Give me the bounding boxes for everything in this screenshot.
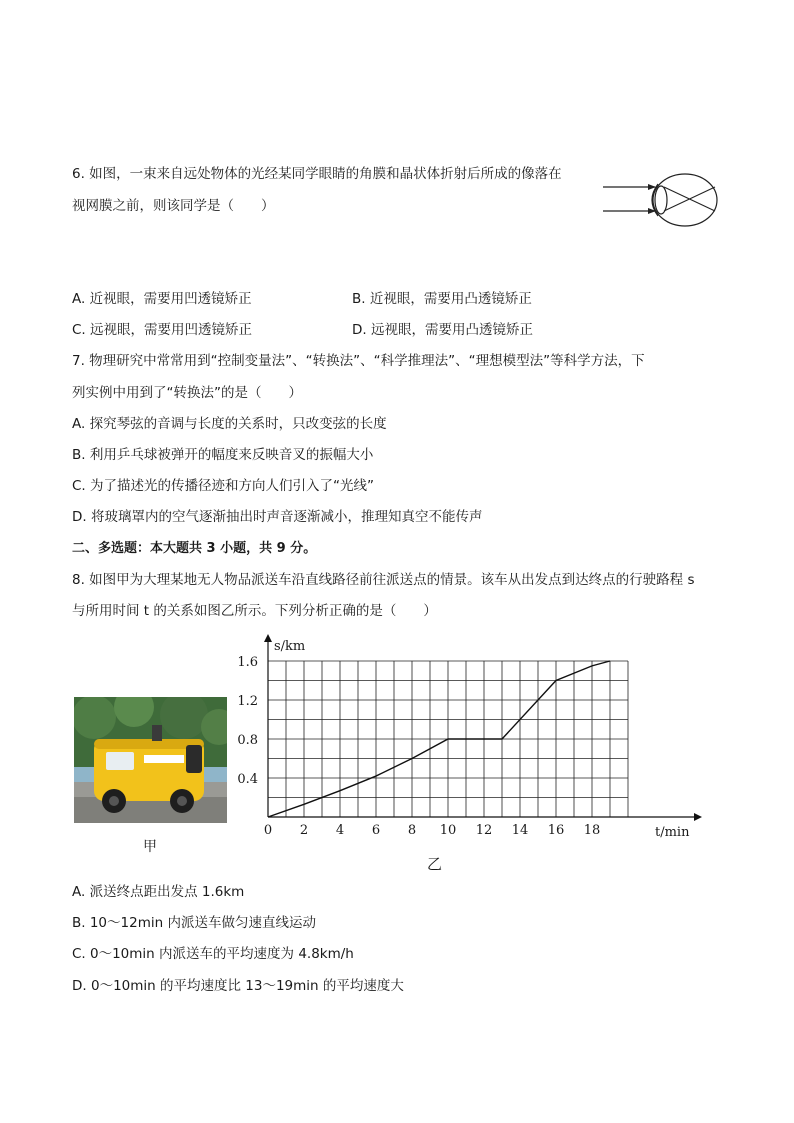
graph-tick-labels [237, 655, 600, 838]
q6-option-d[interactable]: D. 远视眼，需要用凸透镜矫正 [352, 322, 533, 338]
q7-option-d[interactable]: D. 将玻璃罩内的空气逐渐抽出时声音逐渐减小，推理知真空不能传声 [72, 509, 483, 525]
q6-option-b[interactable]: B. 近视眼，需要用凸透镜矫正 [352, 291, 532, 307]
x-tick-label: 8 [407, 823, 417, 838]
q7-option-a[interactable]: A. 探究琴弦的音调与长度的关系时，只改变弦的长度 [72, 416, 387, 432]
q7-option-b[interactable]: B. 利用乒乓球被弹开的幅度来反映音叉的振幅大小 [72, 447, 374, 463]
y-tick-label: 0.8 [237, 733, 258, 748]
delivery-vehicle-photo [74, 697, 227, 823]
lens [655, 186, 667, 214]
x-tick-label: 0 [263, 823, 273, 838]
q7-stem-line1: 7. 物理研究中常常用到“控制变量法”、“转换法”、“科学推理法”、“理想模型法”等科学方法，下 [72, 353, 645, 369]
q7-option-c[interactable]: C. 为了描述光的传播径迹和方向人们引入了“光线” [72, 478, 374, 494]
y-axis-label: s/km [274, 639, 306, 654]
x-tick-label: 6 [371, 823, 381, 838]
q8-stem-line1: 8. 如图甲为大理某地无人物品派送车沿直线路径前往派送点的情景。该车从出发点到达终点的行驶路程 s [72, 572, 695, 588]
photo-caption: 甲 [143, 839, 157, 855]
y-tick-label: 1.6 [237, 655, 258, 670]
x-tick-label: 2 [299, 823, 309, 838]
y-tick-label: 1.2 [237, 694, 258, 709]
x-tick-label: 12 [475, 823, 493, 838]
x-tick-label: 16 [547, 823, 565, 838]
q6-stem-line2: 视网膜之前，则该同学是（ ） [72, 198, 275, 214]
y-tick-label: 0.4 [237, 772, 258, 787]
x-axis-arrow [694, 813, 702, 821]
y-axis-arrow [264, 634, 272, 642]
eyeball-outline [653, 174, 717, 226]
x-tick-label: 10 [439, 823, 457, 838]
q6-option-c[interactable]: C. 远视眼，需要用凹透镜矫正 [72, 322, 253, 338]
q6-option-a[interactable]: A. 近视眼，需要用凹透镜矫正 [72, 291, 252, 307]
x-tick-label: 4 [335, 823, 345, 838]
distance-time-graph [228, 630, 708, 850]
q8-option-b[interactable]: B. 10～12min 内派送车做匀速直线运动 [72, 915, 316, 931]
section-heading-multiple-choice: 二、多选题：本大题共 3 小题，共 9 分。 [72, 541, 317, 556]
x-axis-label: t/min [655, 825, 690, 840]
graph-axes [264, 634, 702, 821]
eye-diagram [600, 170, 720, 230]
x-tick-label: 18 [583, 823, 601, 838]
graph-caption: 乙 [427, 855, 443, 873]
q8-option-a[interactable]: A. 派送终点距出发点 1.6km [72, 884, 245, 900]
q6-stem-line1: 6. 如图，一束来自远处物体的光经某同学眼睛的角膜和晶状体折射后所成的像落在 [72, 166, 562, 182]
q8-option-c[interactable]: C. 0～10min 内派送车的平均速度为 4.8km/h [72, 946, 354, 962]
x-tick-label: 14 [511, 823, 529, 838]
q8-stem-line2: 与所用时间 t 的关系如图乙所示。下列分析正确的是（ ） [72, 603, 437, 619]
q8-option-d[interactable]: D. 0～10min 的平均速度比 13～19min 的平均速度大 [72, 978, 404, 994]
q7-stem-line2: 列实例中用到了“转换法”的是（ ） [72, 385, 302, 401]
